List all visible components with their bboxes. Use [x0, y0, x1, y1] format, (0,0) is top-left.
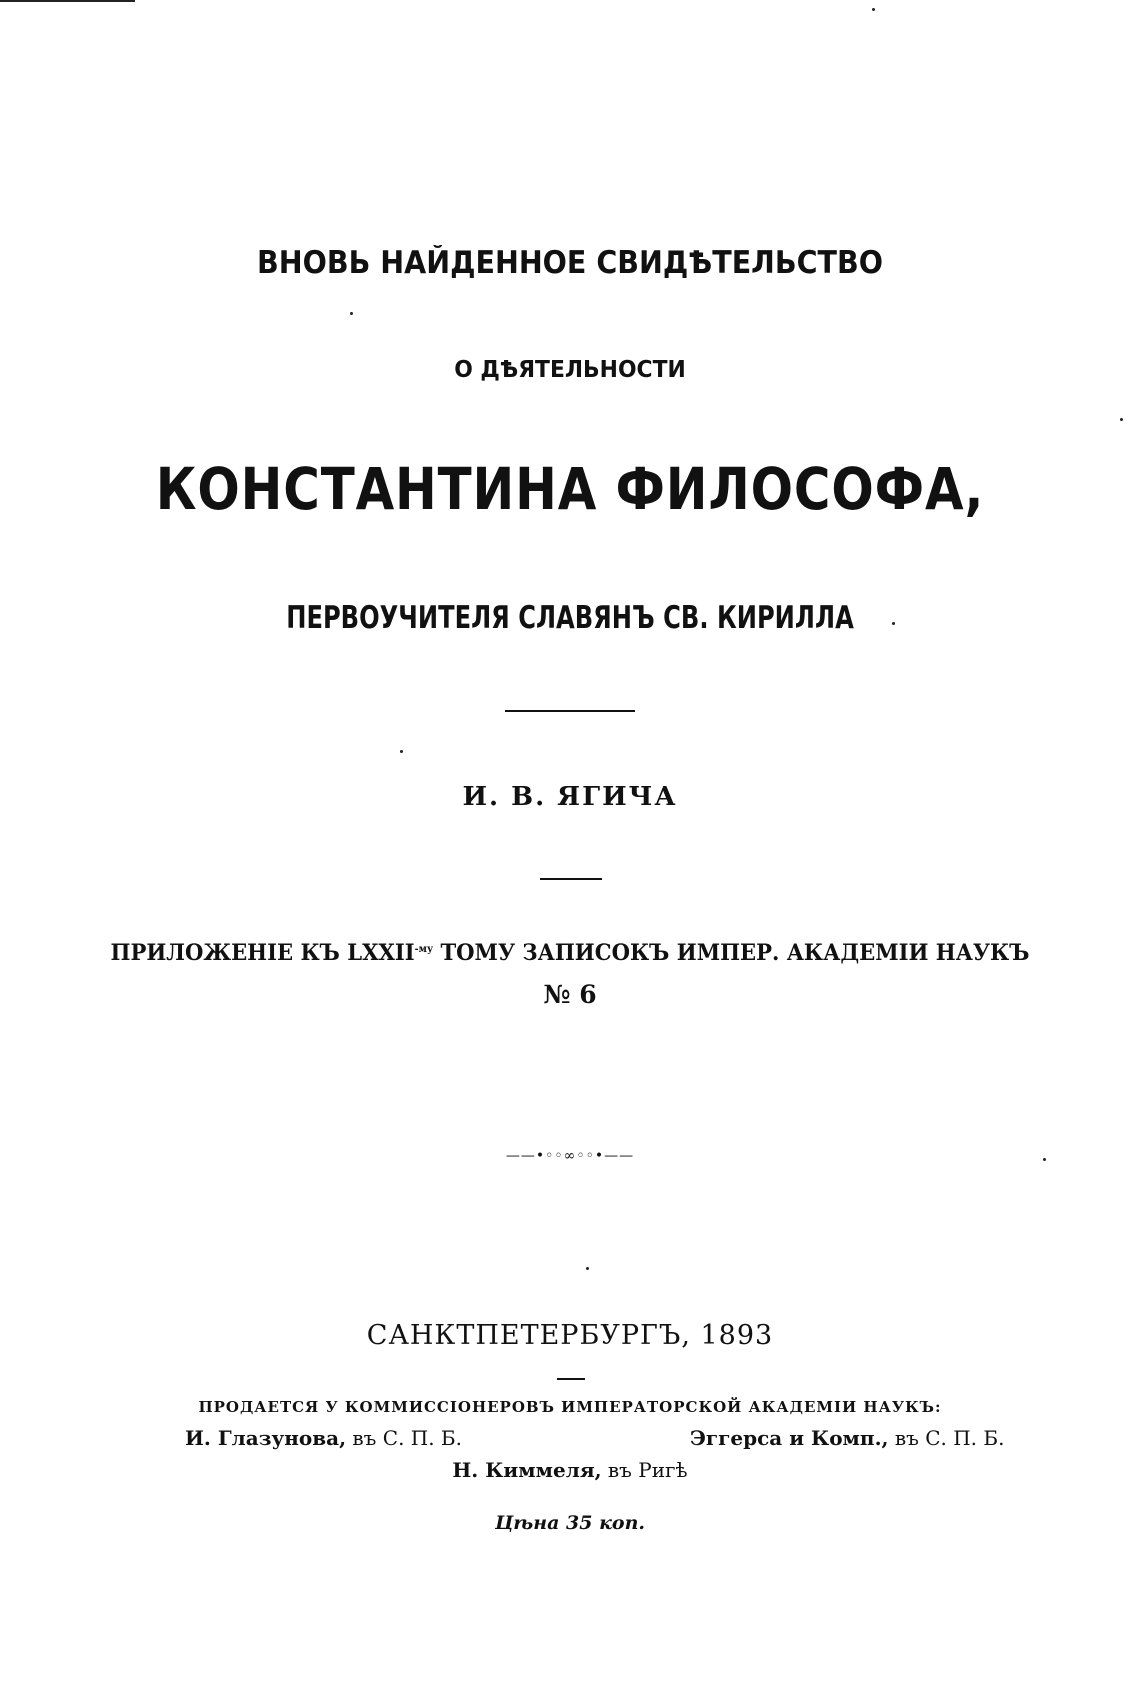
scan-speck — [872, 8, 875, 11]
seller-place: въ С. П. Б. — [346, 1426, 462, 1450]
scan-speck — [1120, 418, 1123, 421]
seller-name: Эггерса и Комп., — [690, 1426, 889, 1450]
price: Цѣна 35 коп. — [494, 1512, 646, 1534]
divider-rule — [505, 710, 635, 712]
seller-eggers — [690, 1426, 1004, 1450]
scan-speck — [1043, 1158, 1046, 1161]
title-line-2: О ДѢЯТЕЛЬНОСТИ — [454, 357, 686, 383]
title-line-4: ПЕРВОУЧИТЕЛЯ СЛАВЯНЪ СВ. КИРИЛЛА — [286, 600, 854, 636]
supplement-line — [23, 940, 1117, 966]
ornament-divider: ——•◦◦∞◦◦•—— — [505, 1148, 635, 1164]
divider-rule-short — [540, 878, 602, 880]
seller-kimmel — [0, 1458, 1140, 1482]
seller-place: въ Ригѣ — [601, 1458, 688, 1482]
scan-edge-mark — [0, 0, 135, 2]
seller-name: И. Глазунова, — [185, 1426, 347, 1450]
seller-name: Н. Киммеля, — [452, 1458, 602, 1482]
scan-speck — [350, 312, 353, 315]
supplement-text-before: ПРИЛОЖЕНІЕ КЪ LXXII — [110, 940, 415, 966]
title-line-1: ВНОВЬ НАЙДЕННОЕ СВИДѢТЕЛЬСТВО — [256, 245, 883, 281]
divider-rule-tiny — [557, 1378, 585, 1380]
city-year: САНКТПЕТЕРБУРГЪ, 1893 — [366, 1320, 774, 1351]
scan-speck — [586, 1267, 589, 1270]
scan-speck — [400, 750, 403, 753]
supplement-text-after: ТОМУ ЗАПИСОКЪ ИМПЕР. АКАДЕМІИ НАУКЪ — [433, 940, 1030, 966]
title-main: КОНСТАНТИНА ФИЛОСОФА, — [155, 455, 985, 523]
issue-number: № 6 — [543, 980, 597, 1009]
supplement-superscript: -му — [414, 944, 434, 955]
seller-glazunov — [185, 1426, 462, 1450]
sold-by-line: ПРОДАЕТСЯ У КОММИССІОНЕРОВЪ ИМПЕРАТОРСКОЙ АКАДЕМІИ НАУКЪ: — [198, 1398, 942, 1416]
scan-speck — [892, 622, 895, 625]
author-name: И. В. ЯГИЧА — [462, 782, 678, 812]
seller-place: въ С. П. Б. — [888, 1426, 1005, 1450]
